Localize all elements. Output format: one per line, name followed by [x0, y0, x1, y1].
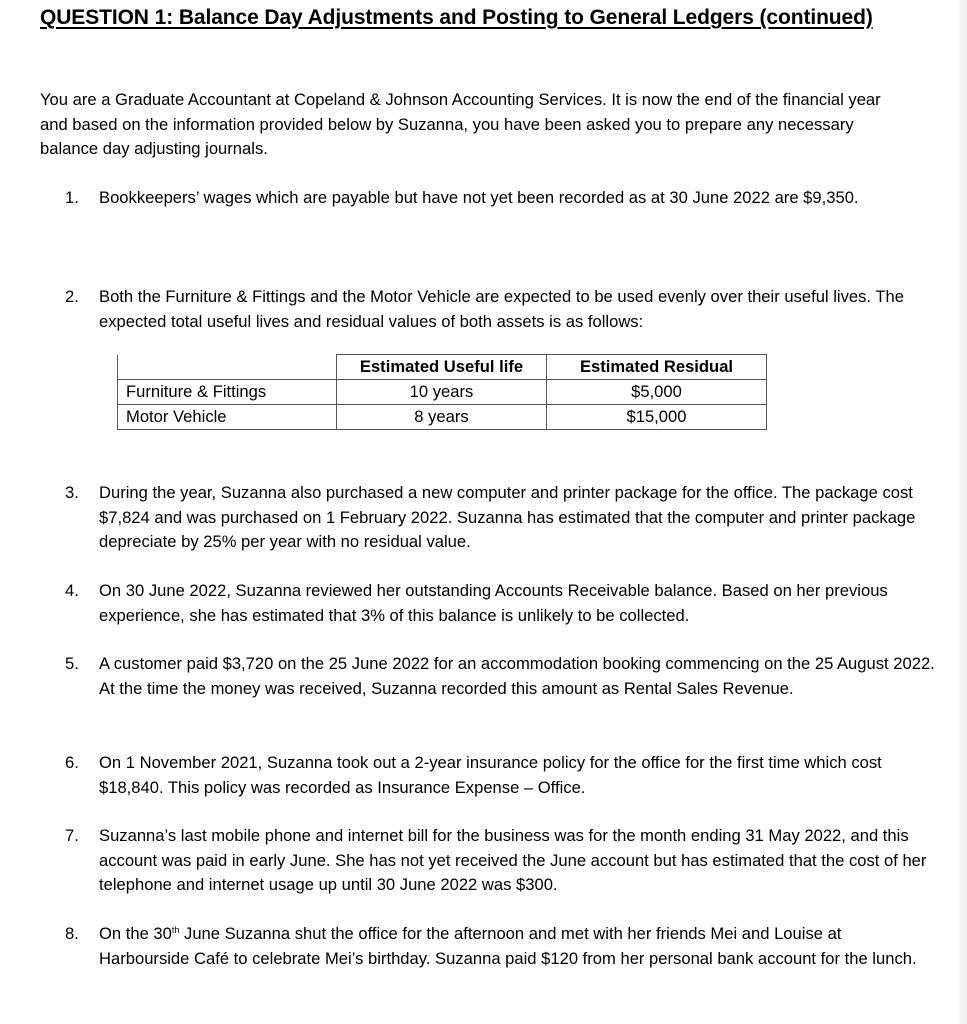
- page-edge-shadow: [957, 0, 967, 1024]
- asset-useful-life: 8 years: [337, 405, 547, 430]
- item-number: 2.: [65, 287, 79, 306]
- item-text: On 1 November 2021, Suzanna took out a 2-year insurance policy for the office for the first time which cost $18,840. This policy was recorded as Insurance Expense – Office.: [99, 753, 882, 797]
- list-item: [65, 652, 935, 701]
- intro-paragraph: You are a Graduate Accountant at Copeland & Johnson Accounting Services. It is now the end of the financial year and based on the information provided below by Suzanna, you have been asked you to prepare any necessary balance day adjusting journals.: [40, 90, 881, 158]
- item-text: During the year, Suzanna also purchased a new computer and printer package for the office. The package cost $7,824 and was purchased on 1 February 2022. Suzanna has estimated that the computer and printer package depreciate by 25% per year with no residual value.: [99, 483, 916, 551]
- asset-depreciation-table: [117, 354, 767, 430]
- asset-residual: $5,000: [547, 380, 767, 405]
- asset-useful-life: 10 years: [337, 380, 547, 405]
- item-number: 8.: [65, 924, 79, 943]
- table-header-residual: Estimated Residual: [547, 355, 767, 380]
- table-row: [118, 405, 767, 430]
- ordinal-suffix: th: [171, 925, 180, 935]
- question-title: QUESTION 1: Balance Day Adjustments and Posting to General Ledgers (continued): [40, 6, 873, 29]
- item-text: Bookkeepers’ wages which are payable but have not yet been recorded as at 30 June 2022 are $9,350.: [99, 188, 859, 207]
- list-item: [65, 922, 935, 971]
- list-item: [65, 186, 935, 211]
- list-item: [65, 481, 935, 555]
- list-item: [65, 824, 935, 898]
- asset-residual: $15,000: [547, 405, 767, 430]
- list-item: [65, 751, 935, 800]
- asset-name: Furniture & Fittings: [118, 380, 337, 405]
- item-number: 1.: [65, 188, 79, 207]
- item-number: 5.: [65, 654, 79, 673]
- item-text: Suzanna’s last mobile phone and internet bill for the business was for the month ending 31 May 2022, and this account was paid in early June. She has not yet received the June account but has estimated that the cost of her telephone and internet usage up until 30 June 2022 was $300.: [99, 826, 927, 894]
- item-number: 7.: [65, 826, 79, 845]
- item-number: 3.: [65, 483, 79, 502]
- item-number: 6.: [65, 753, 79, 772]
- table-header-useful-life: Estimated Useful life: [337, 355, 547, 380]
- item-text-start: On the 30: [99, 924, 172, 943]
- item-number: 4.: [65, 581, 79, 600]
- item-text: A customer paid $3,720 on the 25 June 2022 for an accommodation booking commencing on the 25 August 2022. At the time the money was received, Suzanna recorded this amount as Rental Sales Revenue.: [99, 654, 935, 698]
- table-header-blank: [118, 355, 337, 380]
- table-header-row: [118, 355, 767, 380]
- item-text: On 30 June 2022, Suzanna reviewed her outstanding Accounts Receivable balance. Based on her previous experience, she has estimated that 3% of this balance is unlikely to be collected.: [99, 581, 888, 625]
- item-text-end: June Suzanna shut the office for the afternoon and met with her friends Mei and Louise at Harbourside Café to celebrate Mei’s birthday. Suzanna paid $120 from her personal bank account for the lunch.: [99, 924, 917, 968]
- list-item: [65, 579, 935, 628]
- item-text: [99, 922, 935, 971]
- table-row: [118, 380, 767, 405]
- list-item: [65, 285, 935, 334]
- item-text: Both the Furniture & Fittings and the Motor Vehicle are expected to be used evenly over their useful lives. The expected total useful lives and residual values of both assets is as follows:: [99, 287, 904, 331]
- asset-name: Motor Vehicle: [118, 405, 337, 430]
